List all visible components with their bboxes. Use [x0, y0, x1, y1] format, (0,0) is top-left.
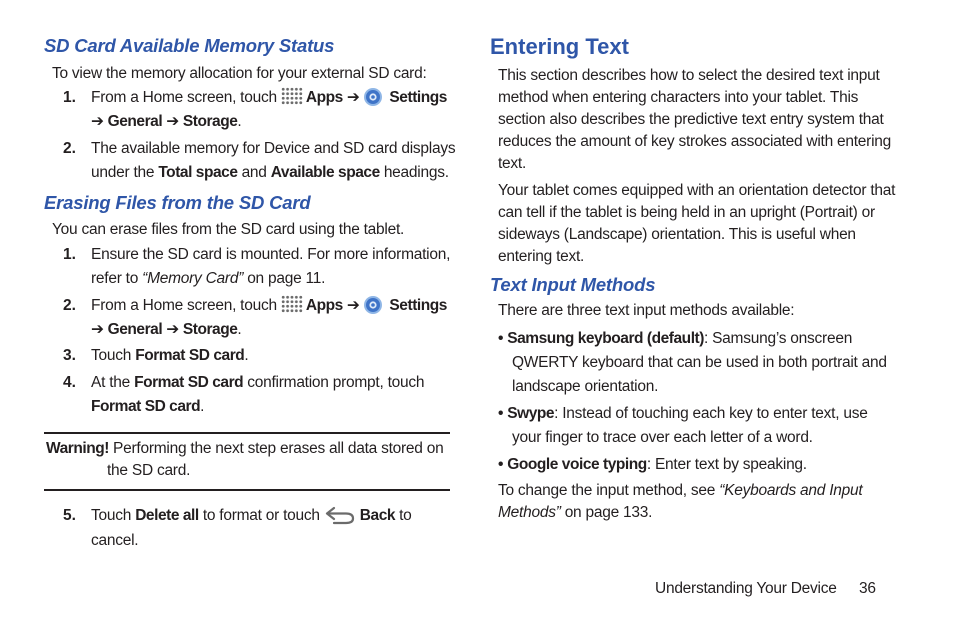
- storage-label: Storage: [182, 113, 238, 130]
- period: .: [237, 321, 242, 338]
- text: to: [399, 507, 412, 524]
- arrow-icon: ➔: [91, 113, 104, 130]
- warning-top-rule: [44, 432, 450, 434]
- text: confirmation prompt, touch: [247, 374, 425, 391]
- period: .: [237, 113, 242, 130]
- step-number: 1.: [63, 246, 76, 263]
- paragraph-line: sideways (Landscape) orientation. This is useful when: [498, 226, 856, 243]
- step-text: Ensure the SD card is mounted. For more information,: [91, 246, 451, 263]
- arrow-icon: ➔: [346, 89, 360, 106]
- step-text-pre: From a Home screen, touch: [91, 89, 277, 106]
- step-text-pre: From a Home screen, touch: [91, 297, 277, 314]
- section-title-text-input-methods: Text Input Methods: [490, 274, 656, 295]
- delete-all-label: Delete all: [135, 507, 199, 524]
- storage-label: Storage: [182, 321, 238, 338]
- step-text: The available memory for Device and SD card displays: [91, 140, 456, 157]
- text: headings.: [383, 164, 449, 181]
- paragraph-line: method when entering characters into your tablet. This: [498, 89, 859, 106]
- bullet-text: : Enter text by speaking.: [646, 456, 807, 473]
- step-number: 5.: [63, 507, 76, 524]
- general-label: General: [107, 321, 163, 338]
- step-text: [91, 372, 424, 394]
- section-title-sd-status: SD Card Available Memory Status: [44, 35, 335, 56]
- paragraph-line: text.: [498, 155, 527, 172]
- step-number: 1.: [63, 89, 76, 106]
- step-text-line2: [91, 111, 241, 133]
- period: .: [244, 347, 249, 364]
- bullet-icon: •: [498, 330, 504, 347]
- paragraph-line: section also describes the predictive text entry system that: [498, 111, 884, 128]
- text: At the: [91, 374, 130, 391]
- paragraph-line: can tell if the tablet is being held in an upright (Portrait) or: [498, 204, 875, 221]
- text: refer to: [91, 270, 139, 287]
- text: to format or touch: [202, 507, 320, 524]
- settings-icon: [363, 87, 383, 107]
- warning-line1: [46, 438, 443, 460]
- bullet-item-google-voice: [498, 454, 807, 476]
- bullet-term: Samsung keyboard (default): [507, 330, 704, 347]
- paragraph-line: entering text.: [498, 248, 585, 265]
- step-text: [91, 345, 248, 367]
- bullet-item-samsung-keyboard: [498, 328, 852, 350]
- bullet-text: : Samsung’s onscreen: [703, 330, 853, 347]
- erasing-intro: You can erase files from the SD card using the tablet.: [52, 221, 405, 238]
- paragraph-line: This section describes how to select the desired text input: [498, 67, 880, 84]
- bullet-icon: •: [498, 456, 504, 473]
- step-text: [91, 295, 447, 317]
- paragraph-line: reduces the amount of key strokes associated with entering: [498, 133, 892, 150]
- page-number: 36: [859, 580, 876, 597]
- bullet-line: your finger to trace over each letter of a word.: [512, 429, 813, 446]
- settings-label: Settings: [389, 297, 447, 314]
- bullet-item-swype: [498, 403, 868, 425]
- step-number: 2.: [63, 140, 76, 157]
- text: and: [241, 164, 267, 181]
- step-number: 4.: [63, 374, 76, 391]
- footer-section-name: Understanding Your Device: [655, 580, 837, 597]
- bullet-line: landscape orientation.: [512, 378, 659, 395]
- methods-intro: There are three text input methods available:: [498, 302, 795, 319]
- bullet-term: Google voice typing: [507, 456, 647, 473]
- section-title-erasing: Erasing Files from the SD Card: [44, 192, 311, 213]
- step-text-line2: [91, 268, 325, 290]
- text: under the: [91, 164, 155, 181]
- apps-icon: [281, 87, 303, 105]
- back-label: Back: [359, 507, 396, 524]
- warning-bottom-rule: [44, 489, 450, 491]
- text: Touch: [91, 507, 132, 524]
- warning-line2: the SD card.: [107, 462, 191, 479]
- keyboards-reference[interactable]: “Keyboards and Input: [719, 482, 863, 499]
- text: To change the input method, see: [498, 482, 716, 499]
- settings-icon: [363, 295, 383, 315]
- apps-label: Apps: [305, 89, 343, 106]
- total-space-label: Total space: [158, 164, 238, 181]
- methods-outro-line2: [498, 502, 652, 524]
- available-space-label: Available space: [270, 164, 380, 181]
- paragraph-line: Your tablet comes equipped with an orientation detector that: [498, 182, 896, 199]
- apps-label: Apps: [305, 297, 343, 314]
- arrow-icon: ➔: [346, 297, 360, 314]
- back-icon: [324, 505, 356, 525]
- page-title: Entering Text: [490, 34, 629, 59]
- step-text-line2: cancel.: [91, 532, 139, 549]
- memory-card-reference[interactable]: “Memory Card”: [142, 270, 244, 287]
- sd-status-intro: To view the memory allocation for your external SD card:: [52, 65, 427, 82]
- bullet-term: Swype: [507, 405, 555, 422]
- step-text-line2: [91, 162, 449, 184]
- arrow-icon: ➔: [166, 113, 179, 130]
- step-text: [91, 505, 412, 527]
- warning-text: Performing the next step erases all data stored on: [113, 440, 444, 457]
- step-text-line2: [91, 319, 241, 341]
- text: Touch: [91, 347, 132, 364]
- settings-label: Settings: [389, 89, 447, 106]
- text: on page 11.: [247, 270, 326, 287]
- arrow-icon: ➔: [91, 321, 104, 338]
- step-number: 3.: [63, 347, 76, 364]
- arrow-icon: ➔: [166, 321, 179, 338]
- bullet-text: : Instead of touching each key to enter text, use: [554, 405, 868, 422]
- text: on page 133.: [564, 504, 653, 521]
- period: .: [200, 398, 205, 415]
- apps-icon: [281, 295, 303, 313]
- format-sd-card-label: Format SD card: [134, 374, 244, 391]
- warning-label: Warning!: [46, 440, 109, 457]
- step-text-line2: [91, 396, 204, 418]
- format-sd-card-label: Format SD card: [91, 398, 201, 415]
- step-number: 2.: [63, 297, 76, 314]
- keyboards-reference[interactable]: Methods”: [498, 504, 561, 521]
- bullet-line: QWERTY keyboard that can be used in both portrait and: [512, 354, 887, 371]
- bullet-icon: •: [498, 405, 504, 422]
- general-label: General: [107, 113, 163, 130]
- format-sd-card-label: Format SD card: [135, 347, 245, 364]
- methods-outro-line1: [498, 480, 862, 502]
- step-text: [91, 87, 447, 109]
